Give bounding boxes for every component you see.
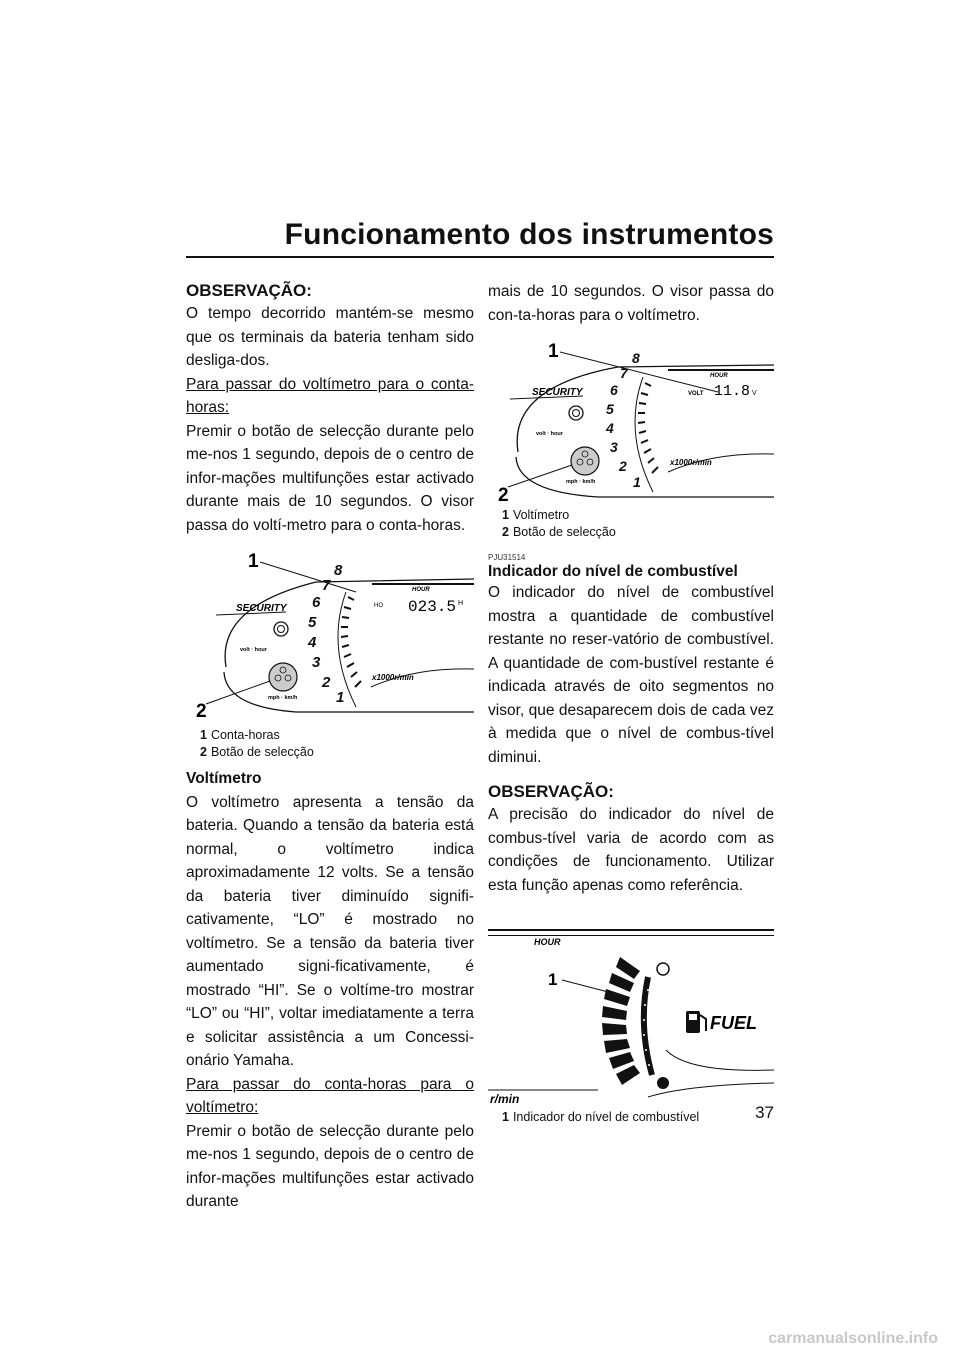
note-text: O tempo decorrido mantém-se mesmo que os terminais da bateria tenham sido desliga-dos. xyxy=(186,305,474,369)
callout-2: 2 xyxy=(196,701,207,722)
continued-text: mais de 10 segundos. O visor passa do con-ta-horas para o voltímetro. xyxy=(488,283,774,324)
fuel-section-text: O indicador do nível de combustível mostra a quantidade de combustível restante no reser-vatório de combustível. A quantidade de com-bustível restante é indicada através de oito segmentos no visor, que desaparecem dois de cada vez à medida que o nível de combus-tível diminui. xyxy=(488,584,774,766)
security-label: SECURITY xyxy=(532,387,583,398)
gauge-digit: 4 xyxy=(606,420,614,436)
gauge-digit: 2 xyxy=(619,458,627,474)
display-unit: V xyxy=(752,390,757,397)
button-top-label: volt · hour xyxy=(536,431,563,437)
hour-label: HOUR xyxy=(412,587,430,593)
gauge-digit: 8 xyxy=(632,350,640,366)
volt-label: VOLT xyxy=(688,391,704,397)
right-column xyxy=(488,280,774,1126)
section-code: PJU31514 xyxy=(488,553,526,562)
gauge-digit: 6 xyxy=(312,594,321,611)
gauge-digit: 7 xyxy=(620,365,628,381)
gauge-digit: 5 xyxy=(308,614,317,631)
callout-1: 1 xyxy=(548,970,558,989)
hour-to-volt-title: Para passar do conta-horas para o voltímetro: xyxy=(186,1075,474,1116)
fuel-label: FUEL xyxy=(710,1013,757,1033)
rpm-label: r/min xyxy=(490,1092,520,1106)
rpm-label: x1000r/min xyxy=(372,673,414,682)
hour-to-volt-text: Premir o botão de selecção durante pelo me-nos 1 segundo, depois de o centro de infor-mações multifunções estar activado durante xyxy=(186,1122,474,1210)
note-title-2: OBSERVAÇÃO: xyxy=(488,782,614,801)
gauge-digit: 8 xyxy=(334,562,343,579)
gauge-digit: 1 xyxy=(336,689,345,706)
figure-hour-meter xyxy=(186,547,474,761)
empty-indicator xyxy=(657,1077,669,1089)
volt-to-hour-title: Para passar do voltímetro para o conta-horas: xyxy=(186,375,474,416)
fuel-segments xyxy=(602,957,640,1085)
gauge-digit: 4 xyxy=(308,634,317,651)
gauge-digit: 3 xyxy=(312,654,321,671)
note-text-2: A precisão do indicador do nível de combus-tível varia de acordo com as condições de funcionamento. Utilizar esta função apenas como referência. xyxy=(488,806,774,894)
page-title: Funcionamento dos instrumentos xyxy=(284,218,774,251)
gauge-digit: 3 xyxy=(610,439,618,455)
figure-voltmeter xyxy=(488,337,774,541)
gauge-digit: 6 xyxy=(610,382,618,398)
caption-1: 1 Conta-horas xyxy=(200,728,280,742)
figure-fuel-gauge xyxy=(488,915,774,1126)
watermark: carmanualsonline.info xyxy=(768,1330,938,1347)
note-title: OBSERVAÇÃO: xyxy=(186,281,312,300)
fuel-section-title: Indicador do nível de combustível xyxy=(488,563,738,580)
voltmeter-text: O voltímetro apresenta a tensão da bateria. Quando a tensão da bateria está normal, o voltímetro indica aproximadamente 12 volts. Se a tensão da bateria tiver diminuído signifi-cativamente, “LO” é mostrado no voltímetro. Se a tensão da bateria tiver aumentado signi-ficativamente, é mostrado “HI”. Se o voltíme-tro mostrar “LO” ou “HI”, voltar imediatamente a terra e solicitar assistência a um Concessi-onário Yamaha. xyxy=(186,793,474,1069)
button-bottom-label: mph · km/h xyxy=(268,695,298,701)
left-column xyxy=(186,280,474,1214)
caption-2: 2 Botão de selecção xyxy=(502,525,616,539)
rpm-label: x1000r/min xyxy=(670,458,712,467)
button-bottom-label: mph · km/h xyxy=(566,479,596,485)
gauge-digit: 1 xyxy=(633,474,641,490)
voltmeter-title: Voltímetro xyxy=(186,770,262,787)
hour-label: HOUR xyxy=(534,937,561,947)
volt-to-hour-text: Premir o botão de selecção durante pelo me-nos 1 segundo, depois de o centro de infor-mações multifunções estar activado durante mais de 10 segundos. O visor passa do voltí-metro para o conta-horas. xyxy=(186,422,474,534)
hour-label: HOUR xyxy=(710,373,728,379)
security-indicator xyxy=(274,622,288,636)
caption-1: 1 Voltímetro xyxy=(502,508,570,522)
display-unit: H xyxy=(458,600,464,607)
gauge-digit: 7 xyxy=(322,577,331,594)
security-indicator xyxy=(569,406,583,420)
caption-1: 1 Indicador do nível de combustível xyxy=(502,1110,700,1124)
page-number: 37 xyxy=(755,1103,774,1122)
full-indicator xyxy=(657,963,669,975)
callout-1: 1 xyxy=(548,341,559,362)
callout-2: 2 xyxy=(498,485,509,506)
button-top-label: volt · hour xyxy=(240,647,267,653)
gauge-digit: 5 xyxy=(606,401,614,417)
hour-prefix: HO xyxy=(374,603,383,609)
callout-1: 1 xyxy=(248,551,259,572)
display-value: 023.5 xyxy=(408,598,457,616)
caption-2: 2 Botão de selecção xyxy=(200,745,314,759)
security-label: SECURITY xyxy=(236,603,287,614)
gauge-digit: 2 xyxy=(322,674,331,691)
display-value: 11.8 xyxy=(714,383,751,400)
title-rule xyxy=(186,256,774,258)
